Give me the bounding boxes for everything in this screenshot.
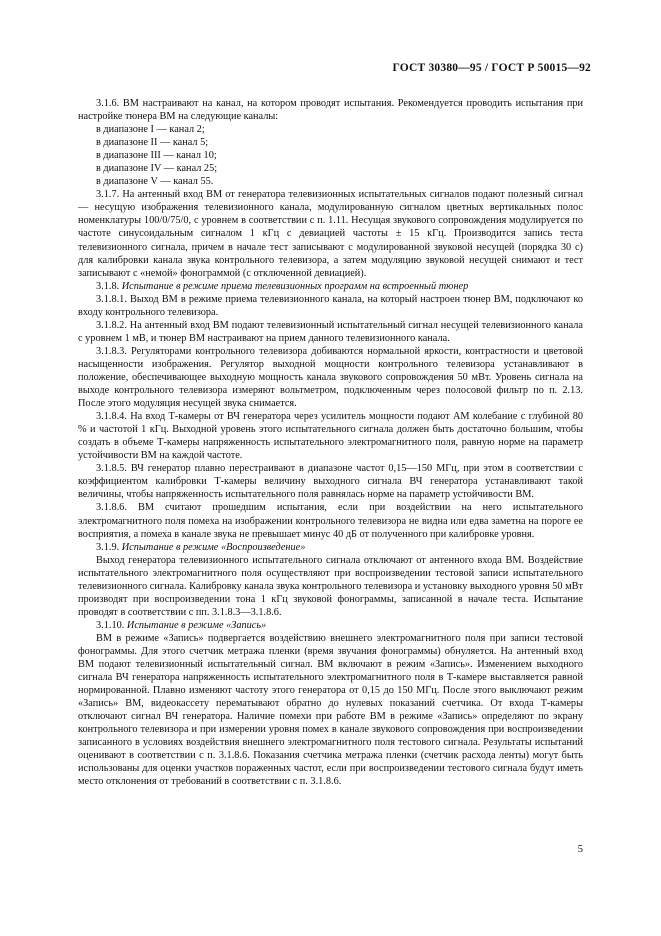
section-number: 3.1.8. xyxy=(96,280,120,292)
channel-list-item: в диапазоне IV — канал 25; xyxy=(96,163,218,175)
channel-list-item: в диапазоне V — канал 55. xyxy=(96,176,214,188)
page-number: 5 xyxy=(577,844,583,855)
document-body xyxy=(78,97,583,788)
paragraph-3-1-7: 3.1.7. На антенный вход ВМ от генератора телевизионных испытательных сигналов подают полезный сигнал — несущую изображения телевизионного канала, модулированную сигналом цветных вертикальных полос номенклатуры 100/0/75/0, с уровнем в соответствии с п. 1.11. Несущая звукового сопровождения модулируется по частоте синусоидальным сигналом 1 кГц с девиацией частоты ± 15 кГц. Производится запись теста телевизионного сигнала, причем в начале тест записывают с модулированной звуковой несущей (порядка 30 с) для калибровки канала звука контрольного телевизора, а затем модуляцию звуковой несущей снимают и тест записывают с «немой» фонограммой (с отключенной девиацией). xyxy=(78,189,583,279)
section-number: 3.1.10. xyxy=(96,619,125,631)
paragraph-3-1-8-2: 3.1.8.2. На антенный вход ВМ подают телевизионный испытательный сигнал несущей телевизионного канала с уровнем 1 мВ, и тюнер ВМ настраивают на прием данного телевизионного канала. xyxy=(78,319,583,344)
paragraph-3-1-6: 3.1.6. ВМ настраивают на канал, на котором проводят испытания. Рекомендуется проводить испытания при настройке тюнера ВМ на следующие каналы: xyxy=(78,98,583,123)
section-heading-3-1-8 xyxy=(78,280,583,293)
section-title: Испытание в режиме приема телевизионных программ на встроенный тюнер xyxy=(121,280,469,292)
channel-list-item: в диапазоне III — канал 10; xyxy=(96,150,217,162)
document-header: ГОСТ 30380—95 / ГОСТ Р 50015—92 xyxy=(392,62,591,74)
channel-list-item: в диапазоне I — канал 2; xyxy=(96,124,205,136)
paragraph-3-1-8-4: 3.1.8.4. На вход Т-камеры от ВЧ генератора через усилитель мощности подают АМ колебание с глубиной 80 % и частотой 1 кГц. Выходной уровень этого испытательного сигнала должен быть достаточно большим, чтобы создать в объеме Т-камеры напряженность испытательного электромагнитного поля, равную норме на параметр устойчивости ВМ на каждой частоте. xyxy=(78,411,583,462)
paragraph-3-1-9: Выход генератора телевизионного испытательного сигнала отключают от антенного входа ВМ. Воздействие испытательного электромагнитного поля осуществляют при воспроизведении тестовой записи испытательного телевизионного сигнала. Калибровку канала звука контрольного телевизора и установку выходного уровня 50 мВт производят при воспроизведении тона 1 кГц звуковой фонограммы, записанной в начале теста. Испытание проводят в соответствии с пп. 3.1.8.3—3.1.8.6. xyxy=(78,554,583,618)
paragraph-3-1-8-3: 3.1.8.3. Регуляторами контрольного телевизора добиваются нормальной яркости, контрастности и цветовой насыщенности изображения. Регулятор выходной мощности контрольного телевизора устанавливают в положение, обеспечивающее выходную мощность канала звукового сопровождения 50 мВт. Уровень сигнала на выходе контрольного телевизора измеряют вольтметром, подключенным через полосовой фильтр по п. 2.13. После этого модуляция несущей звука снимается. xyxy=(78,345,583,410)
section-title: Испытание в режиме «Воспроизведение» xyxy=(121,541,306,553)
paragraph-3-1-8-1: 3.1.8.1. Выход ВМ в режиме приема телевизионного канала, на который настроен тюнер ВМ, подключают ко входу контрольного телевизора. xyxy=(78,293,583,318)
section-heading-3-1-9 xyxy=(78,541,583,554)
paragraph-3-1-8-5: 3.1.8.5. ВЧ генератор плавно перестраивают в диапазоне частот 0,15—150 МГц, при этом в соответствии с коэффициентом калибровки Т-камеры величину выходного сигнала ВЧ генератора устанавливают такой величины, чтобы напряженность испытательного поля равнялась норме на параметр устойчивости ВМ. xyxy=(78,463,583,501)
section-number: 3.1.9. xyxy=(96,541,120,553)
section-heading-3-1-10 xyxy=(78,619,583,632)
paragraph-3-1-10: ВМ в режиме «Запись» подвергается воздействию внешнего электромагнитного поля при записи тестовой фонограммы. Для этого счетчик метража пленки (время звучания фонограммы) обнуляется. На антенный вход ВМ подают телевизионный испытательный сигнал. ВМ включают в режим «Запись». Изменением выходного сигнала ВЧ генератора напряженность испытательного электромагнитного поля в Т-камере выставляется равной нормированной. Плавно изменяют частоту этого генератора от 0,15 до 150 МГц. После этого выключают режим «Запись» ВМ, видеокассету перематывают обратно до нулевых показаний счетчика. От входа Т-камеры отключают сигнал ВЧ генератора. Наличие помехи при работе ВМ в режиме «Запись» определяют по экрану контрольного телевизора и при измерении уровня помех в канале звукового сопровождения при воспроизведении записанного в условиях воздействия внешнего электромагнитного поля тестового сигнала. Результаты испытаний оценивают в соответствии с п. 3.1.8.6. Показания счетчика метража пленки (счетчик расхода ленты) могут быть использованы для оценки участков пораженных частот, если при воспроизведении тестового сигнала будут иметь место отклонения от требований в соответствии с п. 3.1.8.6. xyxy=(78,632,583,788)
channel-list-item: в диапазоне II — канал 5; xyxy=(96,137,209,149)
section-title: Испытание в режиме «Запись» xyxy=(126,619,267,631)
paragraph-3-1-8-6: 3.1.8.6. ВМ считают прошедшим испытания, если при воздействии на него испытательного электромагнитного поля помеха на изображении контрольного телевизора не видна или едва заметна на пороге ее восприятия, а помеха в канале звука не превышает минус 40 дБ от полученного при калибровке уровня. xyxy=(78,502,583,540)
